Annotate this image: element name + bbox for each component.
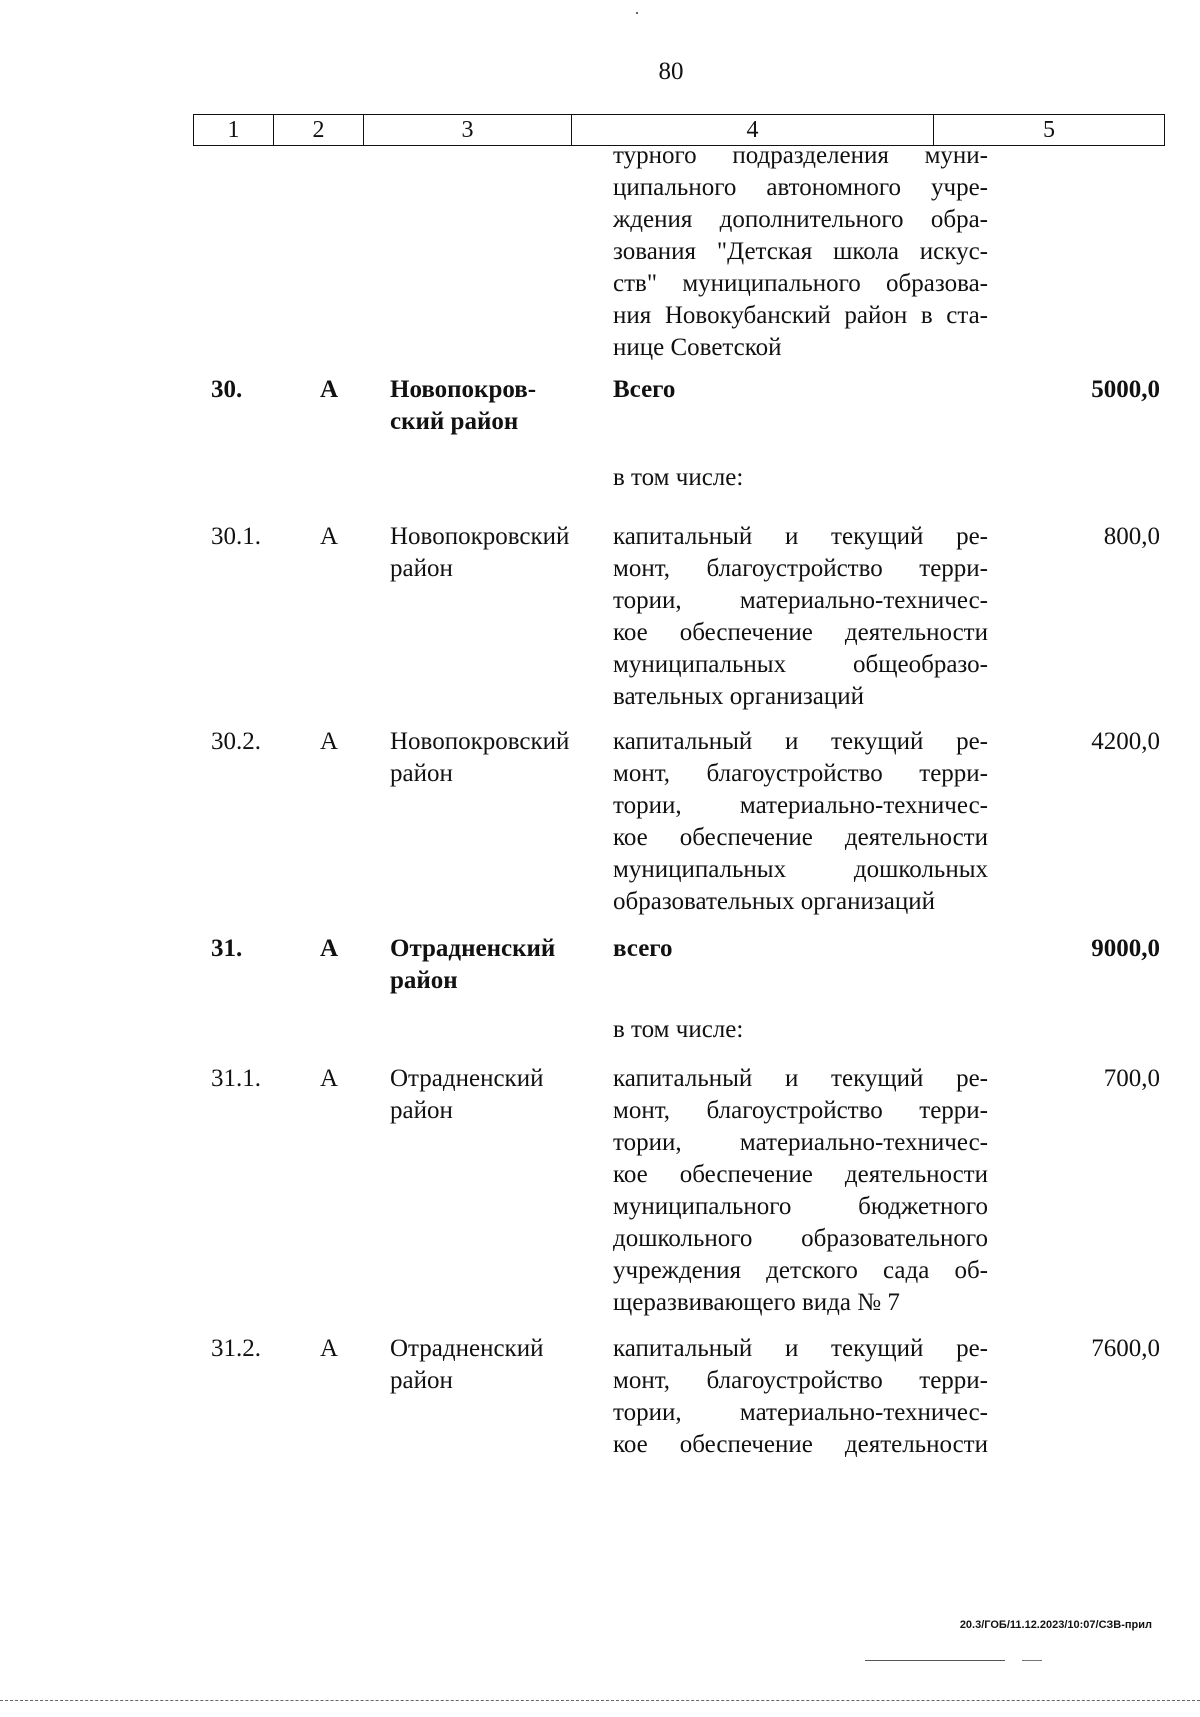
row-number: 31.1. <box>211 1065 261 1092</box>
row-description <box>613 374 988 406</box>
row-number: 30.2. <box>211 728 261 755</box>
text-line: монт, благоустройство терри- <box>613 760 988 787</box>
row-description <box>613 1333 988 1461</box>
text-line: капитальный и текущий ре- <box>613 728 988 755</box>
row-category: А <box>320 376 339 403</box>
text-line: муниципального бюджетного <box>613 1193 988 1220</box>
text-line: зования "Детская школа искус- <box>613 238 988 265</box>
row-description <box>613 933 988 965</box>
text-line: ский район <box>390 408 519 435</box>
continuation-description <box>613 140 988 364</box>
row-description <box>613 521 988 713</box>
text-line: район <box>390 967 458 994</box>
text-line: кое обеспечение деятельности <box>613 824 988 851</box>
text-line: район <box>390 760 453 787</box>
text-line: монт, благоустройство терри- <box>613 1367 988 1394</box>
text-line: в том числе: <box>613 1016 744 1043</box>
row-number: 31.2. <box>211 1335 261 1362</box>
row-district <box>390 521 590 585</box>
text-line: образовательных организаций <box>613 888 936 915</box>
text-line: капитальный и текущий ре- <box>613 523 988 550</box>
row-description <box>613 726 988 918</box>
text-line: нице Советской <box>613 334 782 361</box>
text-line: монт, благоустройство терри- <box>613 1097 988 1124</box>
row-category: А <box>320 728 339 755</box>
text-line: Отрадненский <box>390 935 556 962</box>
row-district <box>390 1063 590 1127</box>
text-line: тории, материально-техничес- <box>613 587 988 614</box>
row-district <box>390 726 590 790</box>
row-description <box>613 1063 988 1319</box>
text-line: кое обеспечение деятельности <box>613 619 988 646</box>
text-line: тории, материально-техничес- <box>613 1399 988 1426</box>
text-line: Новопокров- <box>390 376 537 403</box>
row-number: 31. <box>211 935 243 962</box>
row-description <box>613 462 988 494</box>
row-number: 30.1. <box>211 523 261 550</box>
text-line: Отрадненский <box>390 1065 544 1092</box>
column-header-4: 4 <box>572 115 934 146</box>
column-header-3: 3 <box>364 115 572 146</box>
footer-rule-fragment <box>1022 1660 1042 1661</box>
text-line: щеразвивающего вида № 7 <box>613 1289 900 1316</box>
column-header-2: 2 <box>274 115 364 146</box>
row-category: А <box>320 523 339 550</box>
row-number: 30. <box>211 376 243 403</box>
text-line: дошкольного образовательного <box>613 1225 988 1252</box>
row-amount: 9000,0 <box>1091 935 1160 962</box>
text-line: ципального автономного учре- <box>613 174 988 201</box>
row-amount: 800,0 <box>1103 523 1160 550</box>
text-line: Новопокровский <box>390 728 570 755</box>
column-header-1: 1 <box>194 115 274 146</box>
row-amount: 4200,0 <box>1091 728 1160 755</box>
text-line: в том числе: <box>613 464 744 491</box>
row-district <box>390 933 590 997</box>
footer-rule <box>865 1660 1005 1661</box>
text-line: вательных организаций <box>613 683 864 710</box>
row-description <box>613 1014 988 1046</box>
page-number: 80 <box>658 58 684 85</box>
text-line: всего <box>613 935 673 962</box>
text-line: учреждения детского сада об- <box>613 1257 988 1284</box>
text-line: тории, материально-техничес- <box>613 792 988 819</box>
text-line: Всего <box>613 376 676 403</box>
document-footer-code: 20.3/ГОБ/11.12.2023/10:07/СЗВ-прил <box>959 1619 1152 1631</box>
text-line: тории, материально-техничес- <box>613 1129 988 1156</box>
text-line: ждения дополнительного обра- <box>613 206 988 233</box>
scan-edge-line <box>0 1700 1200 1701</box>
row-category: А <box>320 1065 339 1092</box>
text-line: муниципальных общеобразо- <box>613 651 988 678</box>
row-amount: 7600,0 <box>1091 1335 1160 1362</box>
text-line: муниципальных дошкольных <box>613 856 988 883</box>
text-line: ния Новокубанский район в ста- <box>613 302 988 329</box>
text-line: район <box>390 1367 453 1394</box>
column-header-5: 5 <box>934 115 1165 146</box>
scan-speck <box>636 12 638 14</box>
row-district <box>390 374 590 438</box>
row-category: А <box>320 1335 339 1362</box>
text-line: район <box>390 1097 453 1124</box>
text-line: кое обеспечение деятельности <box>613 1161 988 1188</box>
text-line: Новопокровский <box>390 523 570 550</box>
text-line: кое обеспечение деятельности <box>613 1431 988 1458</box>
text-line: Отрадненский <box>390 1335 544 1362</box>
text-line: монт, благоустройство терри- <box>613 555 988 582</box>
text-line: турного подразделения муни- <box>613 142 988 169</box>
text-line: капитальный и текущий ре- <box>613 1065 988 1092</box>
text-line: район <box>390 555 453 582</box>
row-amount: 5000,0 <box>1091 376 1160 403</box>
text-line: капитальный и текущий ре- <box>613 1335 988 1362</box>
row-district <box>390 1333 590 1397</box>
row-category: А <box>320 935 339 962</box>
text-line: ств" муниципального образова- <box>613 270 988 297</box>
row-amount: 700,0 <box>1103 1065 1160 1092</box>
